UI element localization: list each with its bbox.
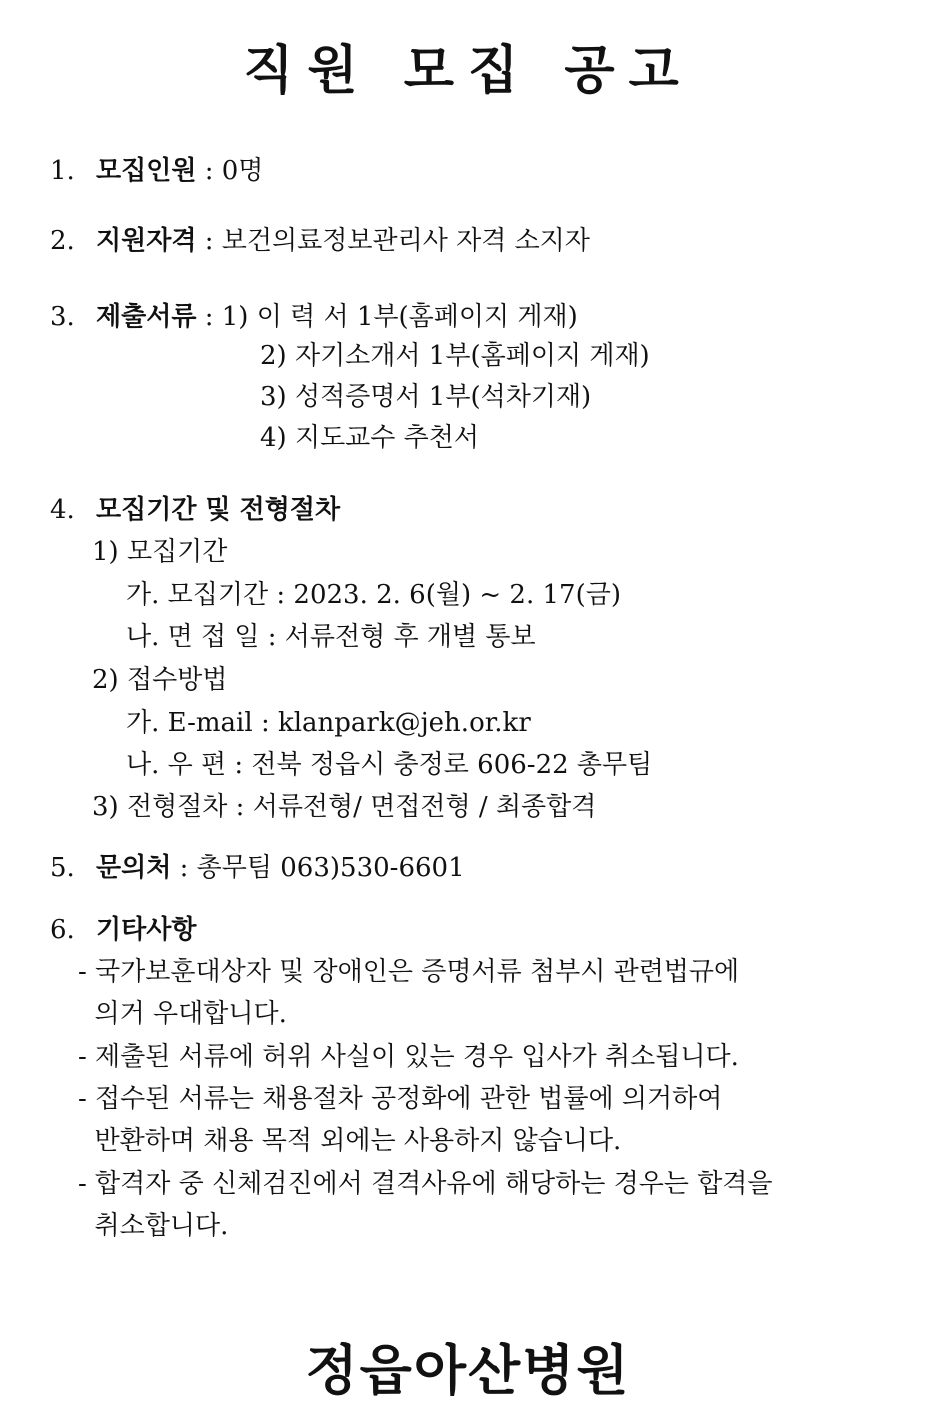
note-line: 반환하며 채용 목적 외에는 사용하지 않습니다. — [78, 1126, 622, 1156]
separator: : — [196, 226, 222, 256]
section-notes — [50, 913, 196, 947]
document-item: 2) 자기소개서 1부(홈페이지 게재) — [260, 341, 650, 371]
section-label: 모집기간 및 전형절차 — [96, 495, 341, 525]
section-documents — [50, 300, 578, 334]
section-label: 기타사항 — [96, 915, 197, 945]
section-headcount — [50, 154, 263, 188]
section-contact — [50, 851, 465, 885]
note-line: - 접수된 서류는 채용절차 공정화에 관한 법률에 의거하여 — [78, 1084, 723, 1114]
period-dates: 가. 모집기간 : 2023. 2. 6(월) ~ 2. 17(금) — [126, 580, 621, 610]
note-line: 취소합니다. — [78, 1211, 229, 1241]
section-number: 5. — [50, 853, 75, 883]
section-number: 6. — [50, 915, 75, 945]
interview-date: 나. 면 접 일 : 서류전형 후 개별 통보 — [126, 622, 536, 652]
subsection-method: 2) 접수방법 — [92, 665, 228, 695]
separator: : — [196, 302, 222, 332]
section-number: 1. — [50, 156, 75, 186]
document-item: 1) 이 력 서 1부(홈페이지 게재) — [221, 302, 578, 332]
section-number: 2. — [50, 226, 75, 256]
headcount-value: 0명 — [221, 156, 264, 186]
email-contact: 가. E-mail : klanpark@jeh.or.kr — [126, 708, 531, 738]
contact-value: 총무팀 063)530-6601 — [196, 853, 465, 883]
separator: : — [171, 853, 197, 883]
section-period-procedure — [50, 493, 340, 527]
document-item: 3) 성적증명서 1부(석차기재) — [260, 382, 592, 412]
section-label: 문의처 — [96, 853, 172, 883]
note-line: - 국가보훈대상자 및 장애인은 증명서류 첨부시 관련법규에 — [78, 957, 740, 987]
hospital-name: 정읍아산병원 — [305, 1338, 631, 1402]
section-label: 모집인원 — [96, 156, 197, 186]
separator: : — [196, 156, 222, 186]
subsection-procedure: 3) 전형절차 : 서류전형/ 면접전형 / 최종합격 — [92, 792, 597, 822]
section-number: 4. — [50, 495, 75, 525]
document-item: 4) 지도교수 추천서 — [260, 423, 480, 453]
section-number: 3. — [50, 302, 75, 332]
qualification-value: 보건의료정보관리사 자격 소지자 — [221, 226, 590, 256]
section-label: 지원자격 — [96, 226, 197, 256]
section-label: 제출서류 — [96, 302, 197, 332]
page-title: 직원 모집 공고 — [243, 40, 693, 101]
section-qualification — [50, 224, 590, 258]
note-line: 의거 우대합니다. — [78, 999, 287, 1029]
mail-address: 나. 우 편 : 전북 정읍시 충정로 606-22 총무팀 — [126, 750, 653, 780]
note-line: - 제출된 서류에 허위 사실이 있는 경우 입사가 취소됩니다. — [78, 1042, 739, 1072]
subsection-period: 1) 모집기간 — [92, 537, 228, 567]
note-line: - 합격자 중 신체검진에서 결격사유에 해당하는 경우는 합격을 — [78, 1169, 773, 1199]
